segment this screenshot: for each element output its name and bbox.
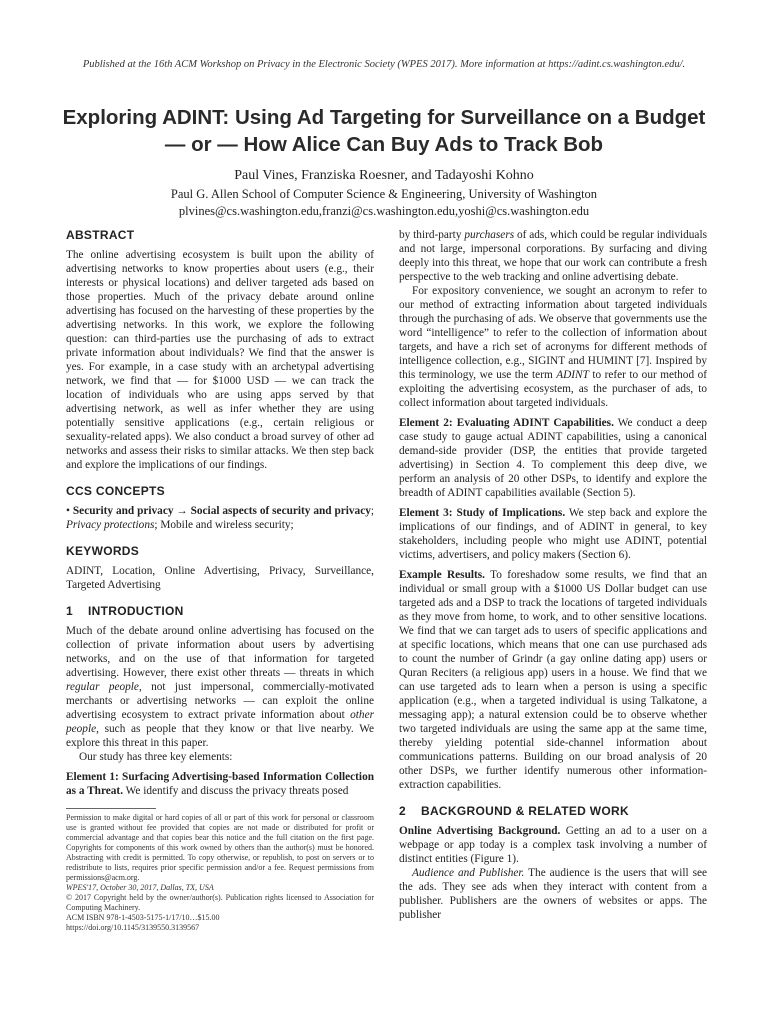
element-2-label: Element 2: Evaluating ADINT Capabilities. (399, 417, 614, 429)
text-run: We conduct a deep case study to gauge actual ADINT capabilities, using a canonical demand-side provider (DSP, the entities that provide targeted advertising) in Section 4. To complement this deep dive, we perform an analysis of 20 other DSPs, to identify and explore the breadth of ADINT capabilities available (Section 5). (399, 417, 707, 499)
ccs-concept-rest: ; Mobile and wireless security; (154, 519, 294, 531)
audience-publisher-label: Audience and Publisher. (412, 867, 525, 879)
section-number: 1 (66, 604, 73, 618)
text-run: To foreshadow some results, we find that an individual or small group with a $1000 US Dollar budget can use targeted ads and a DSP to track the locations of targeted individuals as they move from home, to work, and to other sensitive locations. We find that we can target ads to users of specific applications and at specific locations, which means that one can use purchased ads to count the number of Grindr (a gay online dating app) users or Quran Reciters (a religious app) users in a house. We find that we can use targeted ads to learn when a person is using a specific application (e.g., when a targeted individual is using Talkatone, a messaging app); a natural extension could be to observe whether two targeted individuals are using the same app at the same time, thereby yielding potential side-channel information about communications patterns. Building on our broad analysis of 20 other DSPs, we further identify numerous other information-extraction capabilities. (399, 569, 707, 791)
section-title: INTRODUCTION (88, 604, 184, 618)
ccs-concept-bold: Security and privacy → Social aspects of security and privacy (72, 505, 371, 517)
text-run: , such as people that they know or that live nearby. We explore this threat in this paper. (66, 723, 374, 749)
footnote-rule (66, 808, 156, 809)
copyright-notice: © 2017 Copyright held by the owner/author(s). Publication rights licensed to Association for Computing Machinery. (66, 893, 374, 912)
element-3-label: Element 3: Study of Implications. (399, 507, 566, 519)
author-emails: plvines@cs.washington.edu,franzi@cs.washington.edu,yoshi@cs.washington.edu (178, 204, 590, 218)
abstract-text: The online advertising ecosystem is built upon the ability of advertising networks to know properties about users (e.g., their interests or physical locations) and deliver targeted ads based on those properties. Much of the privacy debate around online advertising has focused on the harvesting of these properties by the advertising networks. In this work, we explore the following question: can third-parties use the purchasing of ads to extract private information about individuals? We find that the answer is yes. For example, in a case study with an archetypal advertising network, we find that — for $1000 USD — we can track the location of individuals who are using apps served by that advertising network, as well as infer whether they are using potentially sensitive applications (e.g., certain religious or sexuality-related apps). We also conduct a broad survey of other ad networks and assess their risks to similar attacks. We then step back and explore the implications of our findings. (66, 249, 374, 471)
text-run: Much of the debate around online advertising has focused on the collection of private information about users by advertising networks, and on the use of that information for targeted advertising. However, there exist other threats — threats in which (66, 625, 374, 679)
conference-venue: WPES'17, October 30, 2017, Dallas, TX, USA (66, 883, 214, 892)
intro-paragraph-2: Our study has three key elements: (79, 751, 233, 763)
right-paragraph-2 (399, 284, 707, 410)
left-column (66, 228, 374, 933)
italic-run: regular people (66, 681, 139, 693)
affiliation: Paul G. Allen School of Computer Science & Engineering, University of Washington (170, 187, 598, 201)
permission-text: Permission to make digital or hard copies of all or part of this work for personal or classroom use is granted without fee provided that copies are not made or distributed for profit or commercial advantage and that copies bear this notice and the full citation on the first page. Copyrights for components of this work owned by others than the author(s) must be honored. Abstracting with credit is permitted. To copy otherwise, or republish, to post on servers or to redistribute to lists, requires prior specific permission and/or a fee. Request permissions from permissions@acm.org. (66, 813, 374, 882)
ccs-concept-italic: Privacy protections (66, 519, 155, 531)
example-results-paragraph (399, 568, 707, 792)
ccs-concepts-text (66, 504, 374, 532)
text-run: The audience is the users that will see the ads. They see ads when they interact with content from a publisher. Publishers are the owners of websites or apps. The publisher (399, 867, 708, 921)
isbn: ACM ISBN 978-1-4503-5175-1/17/10…$15.00 (66, 913, 220, 922)
text-run: of ads, which could be regular individuals and not large, impersonal corporations. By surfacing and diving deeply into this threat, we hope that our work can contribute a fresh perspective to the web tracking and online advertising debate. (399, 229, 707, 283)
text-run: Getting an ad to a user on a webpage or app today is a complex task involving a number of distinct entities (Figure 1). (399, 825, 707, 865)
keywords-text: ADINT, Location, Online Advertising, Privacy, Surveillance, Targeted Advertising (66, 565, 374, 591)
paper-title: Exploring ADINT: Using Ad Targeting for Surveillance on a Budget — or — How Alice Can Buy Ads to Track Bob (62, 106, 706, 156)
background-heading (399, 804, 707, 818)
keywords-heading: KEYWORDS (66, 544, 140, 558)
text-run: For expository convenience, we sought an acronym to refer to our method of extracting information about targeted individuals through the purchasing of ads. We observe that governments use the word “intelligence” to refer to the collection of information about targets, and have a rich set of acronyms for different methods of intelligence collection, e.g., SIGINT and HUMINT [7]. Inspired by this terminology, we use the term (399, 285, 707, 381)
ccs-bullet: • (66, 505, 70, 517)
online-ad-background-label: Online Advertising Background. (399, 825, 561, 837)
section-title: BACKGROUND & RELATED WORK (421, 804, 629, 818)
text-run: by third-party (399, 229, 465, 241)
right-column (399, 228, 707, 922)
doi-link[interactable]: https://doi.org/10.1145/3139550.3139567 (66, 923, 200, 932)
text-run: We step back and explore the implications of our findings, and of ADINT in general, to key stakeholders, including people who might use ADINT, potential victims, advertisers, and policy makers (Section 6). (399, 507, 707, 561)
italic-run: purchasers (464, 229, 515, 241)
text-run: to refer to our method of exploiting the advertising ecosystem, as the purchaser of ads, to collect information about targeted individuals. (399, 369, 707, 409)
introduction-heading (66, 604, 374, 618)
abstract-heading: ABSTRACT (66, 228, 135, 242)
text-run: , not just impersonal, commercially-motivated merchants or advertising networks — can exploit the online advertising ecosystem to extract private information about (66, 681, 374, 721)
intro-paragraph-1 (66, 624, 374, 750)
element-1-paragraph (66, 770, 374, 798)
author-list: Paul Vines, Franziska Roesner, and Tadayoshi Kohno (234, 168, 534, 183)
example-results-label: Example Results. (399, 569, 485, 581)
element-1-label: Element 1: Surfacing Advertising-based Information Collection as a Threat. (66, 771, 374, 797)
italic-run: other people (66, 709, 374, 735)
text-run: We identify and discuss the privacy threats posed (123, 785, 349, 797)
element-3-paragraph (399, 506, 707, 562)
online-ad-background-paragraph (399, 824, 707, 866)
section-number: 2 (399, 804, 406, 818)
italic-run: ADINT (556, 369, 589, 381)
element-2-paragraph (399, 416, 707, 500)
audience-publisher-paragraph (399, 866, 707, 922)
ccs-concepts-heading: CCS CONCEPTS (66, 484, 165, 498)
ccs-separator: ; (370, 505, 375, 517)
permission-block (66, 813, 374, 933)
publication-note: Published at the 16th ACM Workshop on Privacy in the Electronic Society (WPES 2017). More information at https://adint.cs.washington.edu/. (82, 59, 686, 70)
right-paragraph-1 (399, 228, 707, 284)
